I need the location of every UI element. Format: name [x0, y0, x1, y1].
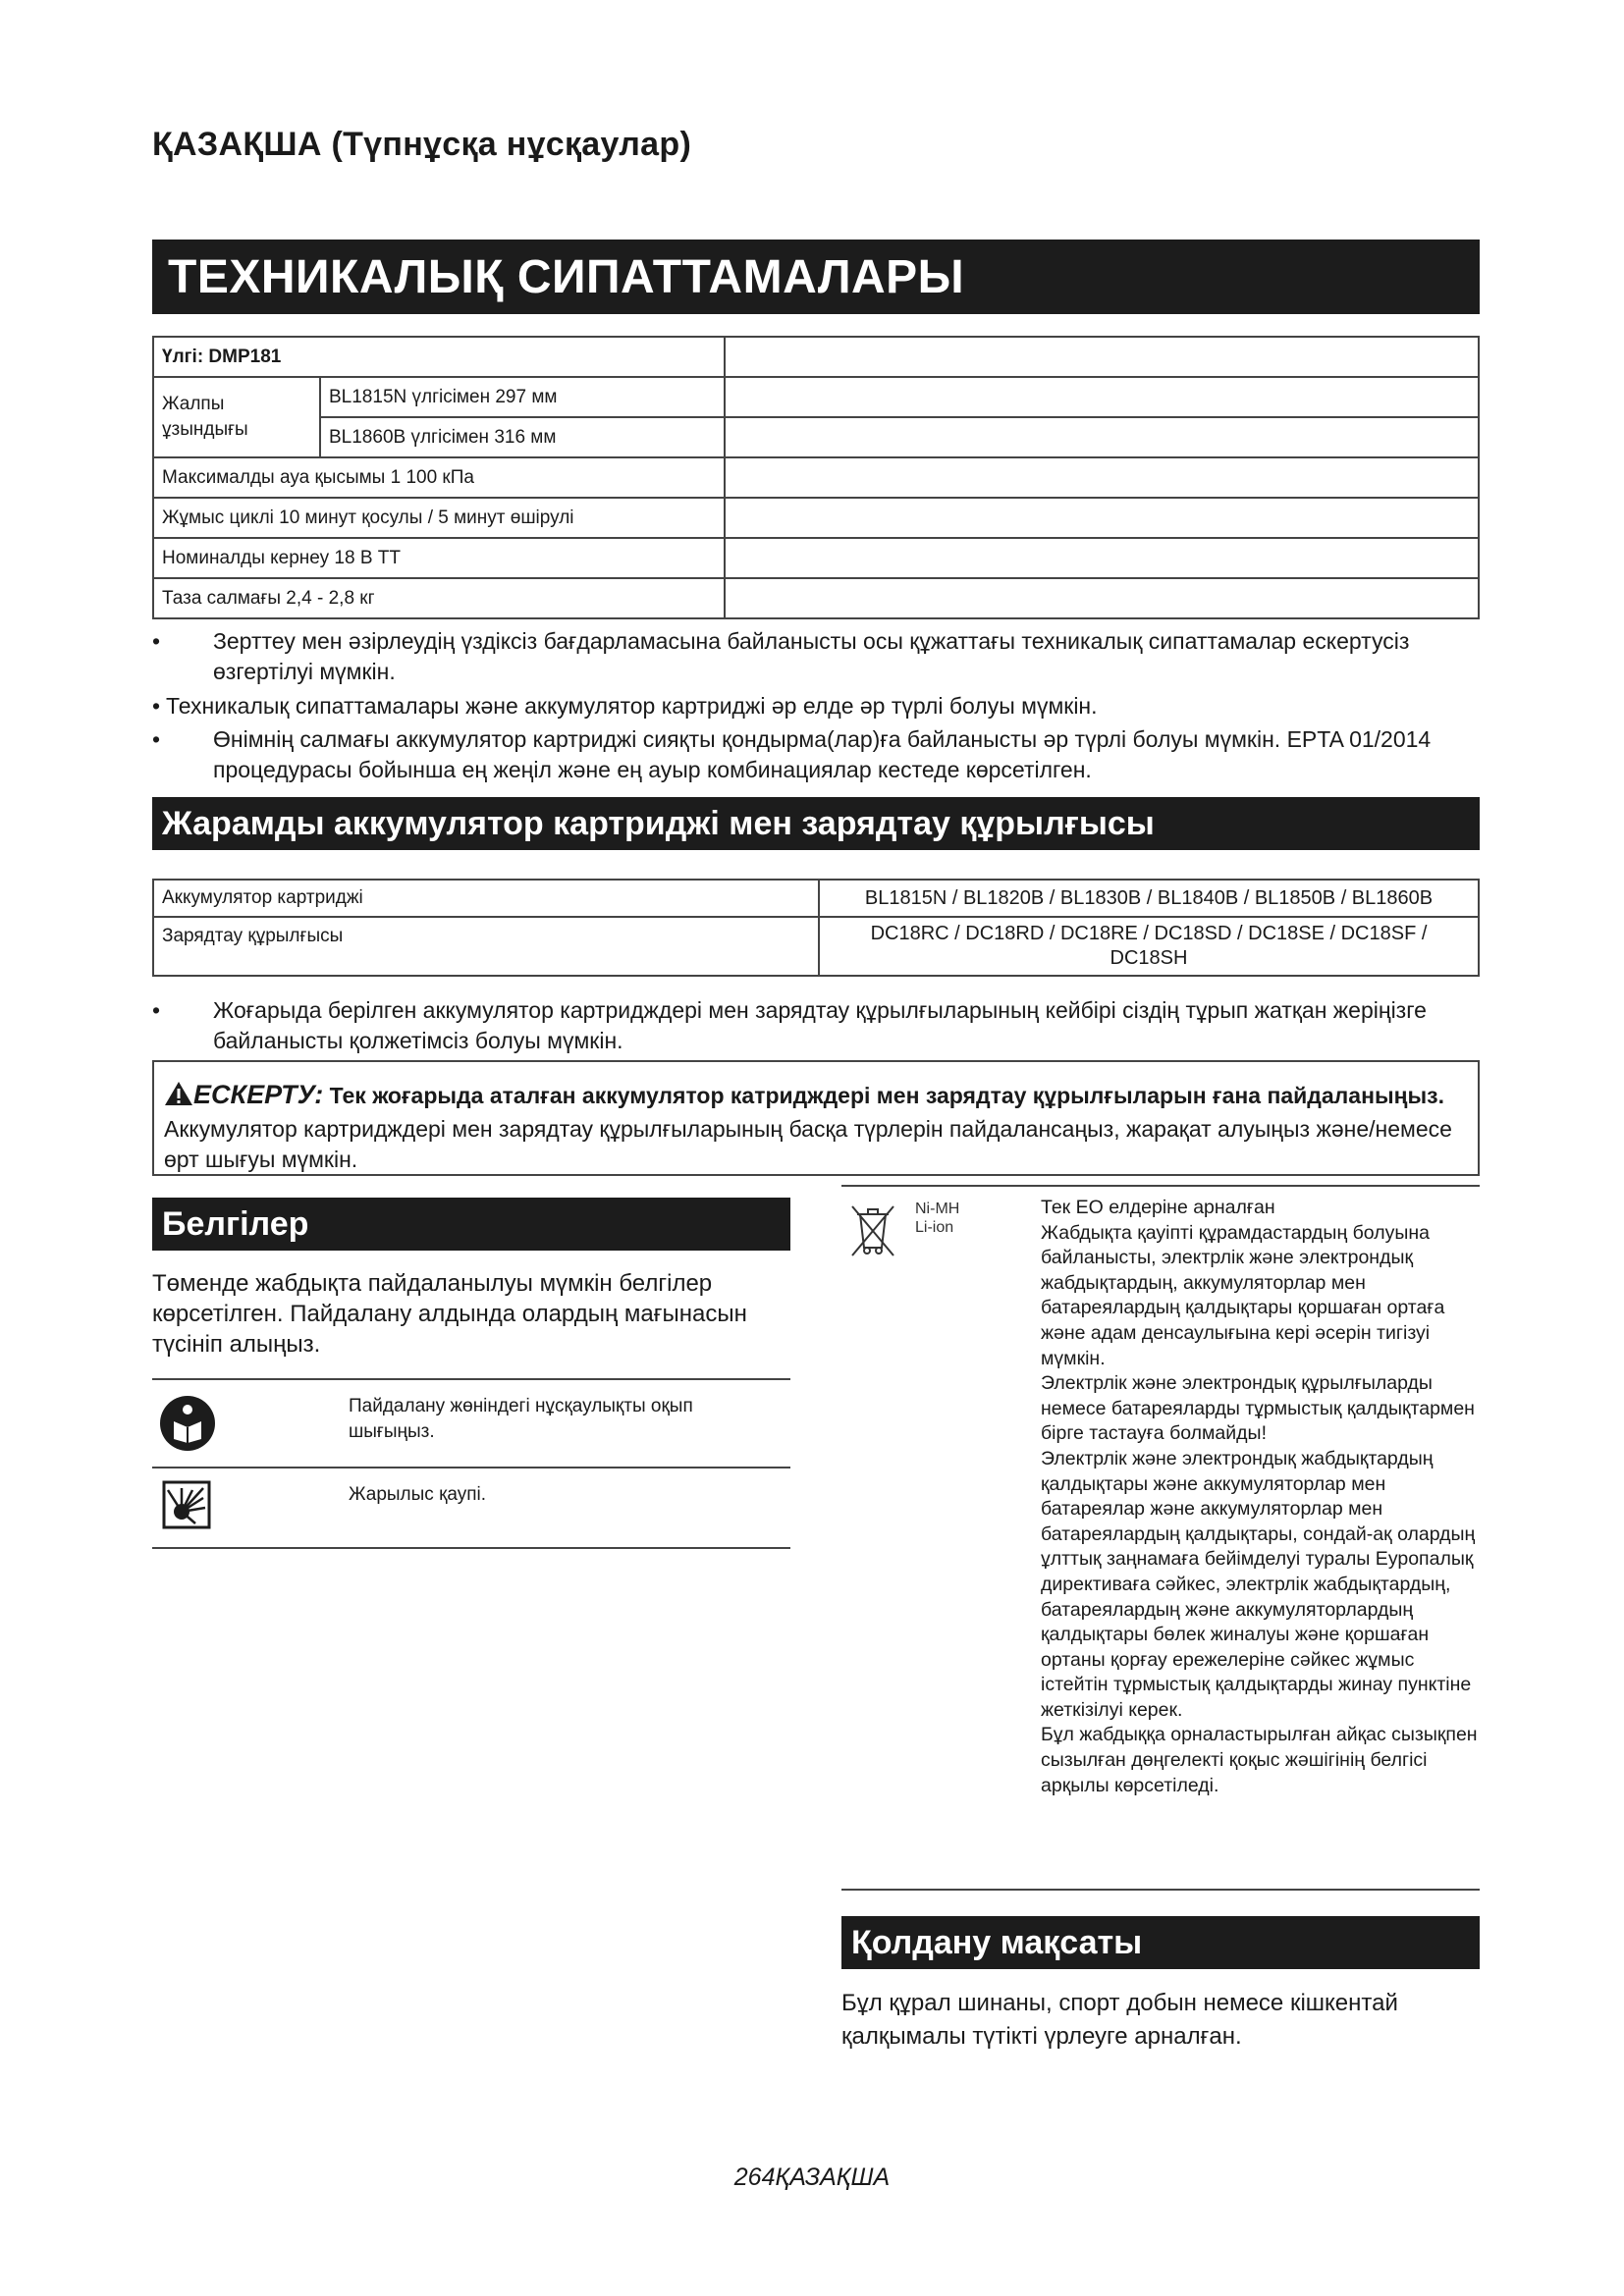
max-pressure-cell: Максималды ауа қысымы 1 100 кПа: [153, 457, 725, 498]
symbols-intro: Төменде жабдықта пайдаланылуы мүмкін белгілер көрсетілген. Пайдалану алдында олардың мағынасын түсініп алыңыз.: [152, 1270, 747, 1358]
warning-triangle-icon: [164, 1081, 193, 1114]
net-weight-cell: Таза салмағы 2,4 - 2,8 кг: [153, 578, 725, 618]
battery-chemistry-labels: Ni-MH Li-ion: [915, 1201, 960, 1236]
battery-note: • Жоғарыда берілген аккумулятор картридждері мен зарядтау құрылғыларының кейбірі сіздің тұрып жатқан жеріңізге байланысты қолжетімсіз болуы мүмкін.: [152, 997, 1427, 1053]
symbol-table-bottom: [152, 1547, 790, 1549]
overall-length-label: Жалпы ұзындығы: [153, 377, 320, 457]
weee-text: Тек ЕО елдеріне арналған Жабдықта қауіпті құрамдастардың болуына байланысты, электрлік және электрондық жабдықтардың, аккумуляторлар мен батареялардың қалдықтары қоршаған ортаға және адам денсаулығына кері әсерін тигізуі мүмкін. Электрлік және электрондық құрылғыларды немесе батареяларды тұрмыстық қалдықтармен бірге тастауға болмайды! Электрлік және электрондық жабдықтардың қалдықтары және аккумуляторлар мен батареялар және аккумуляторлар мен батареялардың қалдықтары, сондай-ақ олардың ұлттық заңнамаға бейімделуі туралы Еуропалық директиваға сәйкес, электрлік жабдықтардың, батареялардың және аккумуляторлардың қалдықтары бөлек жиналуы және қоршаған ортаны қорғау ережелеріне сәйкес жұмыс істейтін тұрмыстық қалдықтарды жинау пунктіне жеткізілуі керек. Бұл жабдыққа орналастырылған айқас сызықпен сызылған дөңгелекті қоқыс жәшігінің белгісі арқылы көрсетіледі.: [1041, 1197, 1478, 1796]
spec-note: • Өнімнің салмағы аккумулятор картриджі сияқты қондырма(лар)ға байланысты әр түрлі болуы мүмкін. EPTA 01/2014 процедурасы бойынша ең жеңіл және ең ауыр комбинациялар кестеде көрсетілген.: [152, 726, 1432, 782]
specifications-heading: ТЕХНИКАЛЫҚ СИПАТТАМАЛАРЫ: [152, 240, 1480, 314]
spec-note: • Зерттеу мен әзірлеудің үздіксіз бағдарламасына байланысты осы құжаттағы техникалық сипаттамалар ескертусіз өзгертілуі мүмкін.: [152, 628, 1410, 684]
symbol-row: [152, 1378, 790, 1467]
battery-cartridge-models: BL1815N / BL1820B / BL1830B / BL1840B / BL1850B / BL1860B: [819, 880, 1479, 917]
empty-cell: [725, 417, 1479, 457]
empty-cell: [725, 538, 1479, 578]
empty-cell: [725, 377, 1479, 417]
weee-bottom-rule: [841, 1889, 1480, 1891]
charger-label: Зарядтау құрылғысы: [153, 917, 819, 976]
warning-bold-text: Тек жоғарыда аталған аккумулятор катридждері мен зарядтау құрылғыларын ғана пайдаланыңыз.: [329, 1083, 1444, 1108]
symbols-heading: Белгілер: [152, 1198, 790, 1251]
page-footer: 264ҚАЗАҚША: [733, 2163, 891, 2191]
warning-text: Аккумулятор картридждері мен зарядтау құрылғыларының басқа түрлерін пайдалансаңыз, жарақат алуыңыз және/немесе өрт шығуы мүмкін.: [164, 1116, 1452, 1172]
weee-top-rule: [841, 1185, 1480, 1187]
intended-use-heading: Қолдану мақсаты: [841, 1916, 1480, 1969]
length-row-1: BL1815N үлгісімен 297 мм: [320, 377, 725, 417]
rated-voltage-cell: Номиналды кернеу 18 В ТТ: [153, 538, 725, 578]
warning-word: ЕСКЕРТУ:: [193, 1080, 324, 1109]
battery-table: [152, 879, 1480, 977]
model-cell: Үлгі: DMP181: [153, 337, 725, 377]
spec-note: • Техникалық сипаттамалары және аккумулятор картриджі әр елде әр түрлі болуы мүмкін.: [152, 693, 1098, 719]
duty-cycle-cell: Жұмыс циклі 10 минут қосулы / 5 минут өшірулі: [153, 498, 725, 538]
empty-cell: [725, 498, 1479, 538]
battery-charger-heading: Жарамды аккумулятор картриджі мен зарядтау құрылғысы: [152, 797, 1480, 850]
explosion-hazard-text: Жарылыс қаупі.: [349, 1484, 487, 1505]
empty-cell: [725, 337, 1479, 377]
symbol-row: [152, 1467, 790, 1547]
explosion-hazard-icon: [162, 1480, 211, 1529]
crossed-bin-icon: [848, 1202, 897, 1259]
battery-cartridge-label: Аккумулятор картриджі: [153, 880, 819, 917]
empty-cell: [725, 578, 1479, 618]
intended-use-text: Бұл құрал шинаны, спорт добын немесе кішкентай қалқымалы түтікті үрлеуге арналған.: [841, 1990, 1398, 2050]
read-manual-icon: [158, 1394, 217, 1453]
language-title: ҚАЗАҚША (Түпнұсқа нұсқаулар): [152, 126, 692, 163]
length-row-2: BL1860B үлгісімен 316 мм: [320, 417, 725, 457]
empty-cell: [725, 457, 1479, 498]
specifications-table: [152, 336, 1480, 619]
read-manual-text: Пайдалану жөніндегі нұсқаулықты оқып шығыңыз.: [349, 1396, 693, 1442]
warning-box: [152, 1060, 1480, 1176]
charger-models: DC18RC / DC18RD / DC18RE / DC18SD / DC18SE / DC18SF / DC18SH: [819, 917, 1479, 976]
